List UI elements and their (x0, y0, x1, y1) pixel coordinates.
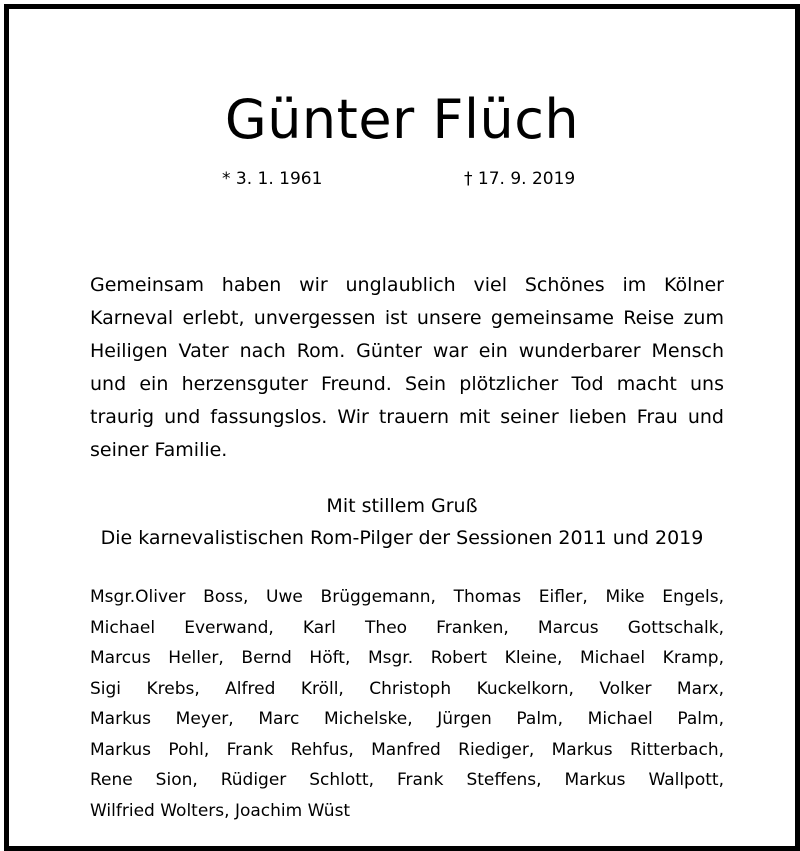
mourners-line: Rene Sion, Rüdiger Schlott, Frank Steffens, Markus Wallpott, (90, 770, 724, 790)
signature: Die karnevalistischen Rom-Pilger der Sessionen 2011 und 2019 (100, 527, 704, 549)
mourners-line: Markus Pohl, Frank Rehfus, Manfred Riediger, Markus Ritterbach, (90, 739, 724, 760)
message-line: seiner Familie. (90, 439, 228, 461)
message-line: Gemeinsam haben wir unglaublich viel Schönes im Kölner (90, 274, 724, 296)
mourners-list (90, 582, 724, 826)
mourners-line: Markus Meyer, Marc Michelske, Jürgen Palm, Michael Palm, (90, 709, 724, 729)
message-line: und ein herzensguter Freund. Sein plötzlicher Tod macht uns (90, 373, 724, 395)
obituary-message (90, 269, 724, 467)
greeting: Mit stillem Gruß (326, 495, 478, 517)
message-line: Karneval erlebt, unvergessen ist unsere gemeinsame Reise zum (90, 307, 724, 329)
mourners-line: Msgr.Oliver Boss, Uwe Brüggemann, Thomas Eifler, Mike Engels, (90, 587, 724, 607)
mourners-line: Wilfried Wolters, Joachim Wüst (90, 800, 351, 821)
death-date: † 17. 9. 2019 (464, 169, 576, 189)
birth-date: * 3. 1. 1961 (222, 169, 323, 189)
obituary-frame (4, 4, 800, 851)
message-line: Heiligen Vater nach Rom. Günter war ein wunderbarer Mensch (90, 340, 724, 362)
mourners-line: Sigi Krebs, Alfred Kröll, Christoph Kuckelkorn, Volker Marx, (90, 678, 724, 699)
mourners-line: Marcus Heller, Bernd Höft, Msgr. Robert Kleine, Michael Kramp, (90, 648, 724, 668)
mourners-line: Michael Everwand, Karl Theo Franken, Marcus Gottschalk, (90, 617, 724, 638)
message-line: traurig und fassungslos. Wir trauern mit seiner lieben Frau und (90, 406, 724, 428)
deceased-name: Günter Flüch (224, 88, 580, 151)
